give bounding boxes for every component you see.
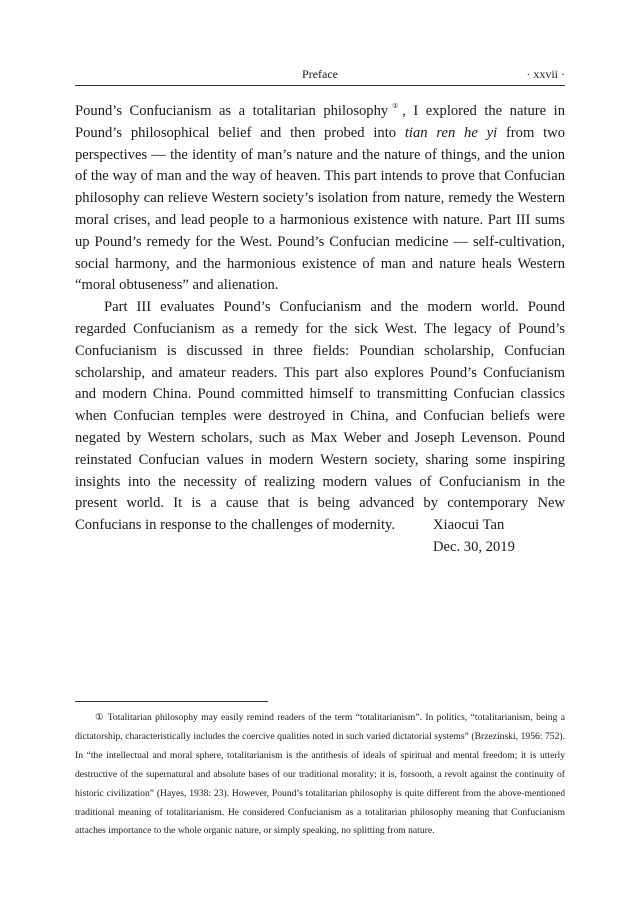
footnote-marker: ① [95,712,105,723]
page-number: · xxvii · [526,67,565,81]
paragraph-2: Part III evaluates Pound’s Confucianism and the modern world. Pound regarded Confucianism as a remedy for the sick West. The legacy of Pound’s Confucianism is discussed in three fields: Poundian scholarship, Confucian scholarship, and amateur readers. This part also explores Pound’s Confucianism and modern China. Pound committed himself to transmitting Confucian classics when Confucian temples were destroyed in China, and Confucian beliefs were negated by Western scholars, such as Max Weber and Joseph Levenson. Pound reinstated Confucian values in modern Western society, sharing some inspiring insights into the necessity of realizing modern values of Confucianism in the present world. It is a cause that is being advanced by contemporary New Confucians in response to the challenges of modernity. [75,299,565,534]
paragraph-1-text-a: Pound’s Confucianism as a totalitarian philosophy [75,103,389,119]
paragraph-1-text-c: from two perspectives — the identity of man’s nature and the nature of things, and the union of the way of man and the way of heaven. This part intends to prove that Confucian philosophy can relieve Western society’s isolation from nature, remedy the Western moral crises, and lead people to a harmonious existence with nature. Part III sums up Pound’s remedy for the West. Pound’s Confucian medicine — self-cultivation, social harmony, and the harmonious existence of man and nature heals Western “moral obtuseness” and alienation. [75,124,565,294]
author-name: Xiaocui Tan [433,517,505,533]
footnote-rule [75,701,268,702]
signature-block [433,515,515,559]
running-header-title: Preface [302,67,338,81]
italic-term: tian ren he yi [404,124,498,141]
signature-date: Dec. 30, 2019 [433,538,515,555]
body-text [75,101,565,537]
paragraph-1-text-b: , I explored the nature in Pound’s philosophical belief and then probed into [75,103,565,141]
running-header [75,67,565,85]
header-rule [75,85,565,86]
paragraph-1 [75,101,565,297]
footnotes [75,709,565,841]
footnote-1 [75,709,565,841]
footnote-reference[interactable]: ① [388,102,403,110]
footnote-text: Totalitarian philosophy may easily remind readers of the term “totalitarianism”. In politics, “totalitarianism, being a dictatorship, characteristically includes the coercive qualities noted in such varied dictatorial systems” (Brzezinski, 1956: 752). In “the intellectual and moral sphere, totalitarianism is the antithesis of ideals of spiritual and mental freedom; it is utterly destructive of the supernatural and absolute bases of our traditional morality; it is, forsooth, a revolt against the continuity of historic civilization” (Hayes, 1938: 23). However, Pound’s totalitarian philosophy is quite different from the above-mentioned traditional meaning of totalitarianism. He considered Confucianism as a totalitarian philosophy meaning that Confucianism attaches importance to the whole organic nature, or simply speaking, no splitting from nature. [75,712,565,837]
